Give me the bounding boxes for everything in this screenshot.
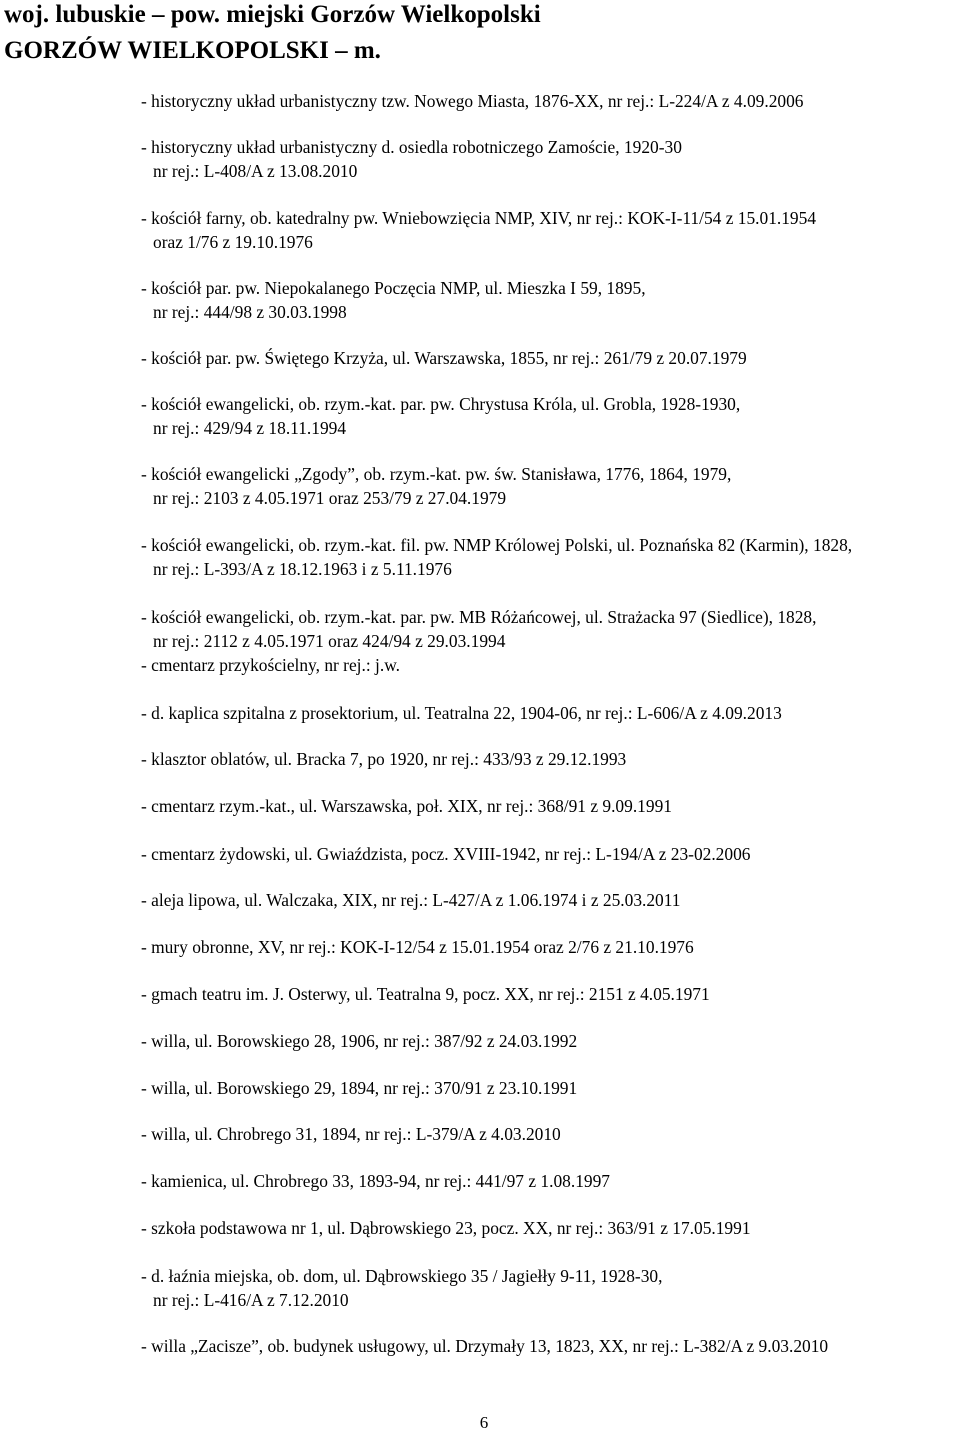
- list-item: - d. łaźnia miejska, ob. dom, ul. Dąbrowskiego 35 / Jagiełły 9-11, 1928-30, nr rej.: L-416/A z 7.12.2010: [141, 1266, 663, 1310]
- list-item: - kościół farny, ob. katedralny pw. Wniebowzięcia NMP, XIV, nr rej.: KOK-I-11/54 z 15.01.1954 oraz 1/76 z 19.10.1976: [141, 208, 817, 252]
- list-item: - gmach teatru im. J. Osterwy, ul. Teatralna 9, pocz. XX, nr rej.: 2151 z 4.05.1971: [141, 984, 710, 1004]
- list-item: - willa, ul. Chrobrego 31, 1894, nr rej.: L-379/A z 4.03.2010: [141, 1124, 561, 1144]
- list-item: - willa, ul. Borowskiego 28, 1906, nr rej.: 387/92 z 24.03.1992: [141, 1031, 578, 1051]
- list-item: - cmentarz rzym.-kat., ul. Warszawska, poł. XIX, nr rej.: 368/91 z 9.09.1991: [141, 796, 672, 816]
- list-item: - historyczny układ urbanistyczny tzw. Nowego Miasta, 1876-XX, nr rej.: L-224/A z 4.09.2006: [141, 91, 804, 111]
- list-item: - kościół ewangelicki „Zgody”, ob. rzym.-kat. pw. św. Stanisława, 1776, 1864, 1979, nr rej.: 2103 z 4.05.1971 oraz 253/79 z 27.04.1979: [141, 464, 732, 508]
- list-item: - klasztor oblatów, ul. Bracka 7, po 1920, nr rej.: 433/93 z 29.12.1993: [141, 749, 627, 769]
- list-item: - kamienica, ul. Chrobrego 33, 1893-94, nr rej.: 441/97 z 1.08.1997: [141, 1171, 610, 1191]
- list-item: - kościół par. pw. Świętego Krzyża, ul. Warszawska, 1855, nr rej.: 261/79 z 20.07.1979: [141, 348, 747, 368]
- list-item: - kościół ewangelicki, ob. rzym.-kat. par. pw. Chrystusa Króla, ul. Grobla, 1928-1930, nr rej.: 429/94 z 18.11.1994: [141, 394, 741, 438]
- list-item: - cmentarz przykościelny, nr rej.: j.w.: [141, 655, 400, 675]
- list-item: - cmentarz żydowski, ul. Gwiaździsta, pocz. XVIII-1942, nr rej.: L-194/A z 23-02.2006: [141, 844, 751, 864]
- list-item: - mury obronne, XV, nr rej.: KOK-I-12/54 z 15.01.1954 oraz 2/76 z 21.10.1976: [141, 937, 694, 957]
- page-number: 6: [479, 1413, 489, 1432]
- list-item: - kościół ewangelicki, ob. rzym.-kat. fil. pw. NMP Królowej Polski, ul. Poznańska 82 (Karmin), 1828, nr rej.: L-393/A z 18.12.1963 i z 5.11.1976: [141, 535, 853, 579]
- list-item: - willa „Zacisze”, ob. budynek usługowy, ul. Drzymały 13, 1823, XX, nr rej.: L-382/A z 9.03.2010: [141, 1336, 829, 1356]
- header-city: GORZÓW WIELKOPOLSKI – m.: [4, 37, 381, 64]
- list-item: - willa, ul. Borowskiego 29, 1894, nr rej.: 370/91 z 23.10.1991: [141, 1078, 578, 1098]
- list-item: - aleja lipowa, ul. Walczaka, XIX, nr rej.: L-427/A z 1.06.1974 i z 25.03.2011: [141, 890, 681, 910]
- list-item: - historyczny układ urbanistyczny d. osiedla robotniczego Zamoście, 1920-30 nr rej.: L-408/A z 13.08.2010: [141, 137, 682, 181]
- header-voivodeship: woj. lubuskie – pow. miejski Gorzów Wielkopolski: [4, 1, 541, 28]
- list-item: - kościół par. pw. Niepokalanego Poczęcia NMP, ul. Mieszka I 59, 1895, nr rej.: 444/98 z 30.03.1998: [141, 278, 646, 322]
- list-item: - kościół ewangelicki, ob. rzym.-kat. par. pw. MB Różańcowej, ul. Strażacka 97 (Siedlice), 1828, nr rej.: 2112 z 4.05.1971 oraz 424/94 z 29.03.1994: [141, 607, 817, 651]
- list-item: - szkoła podstawowa nr 1, ul. Dąbrowskiego 23, pocz. XX, nr rej.: 363/91 z 17.05.1991: [141, 1218, 751, 1238]
- list-item: - d. kaplica szpitalna z prosektorium, ul. Teatralna 22, 1904-06, nr rej.: L-606/A z 4.09.2013: [141, 703, 782, 723]
